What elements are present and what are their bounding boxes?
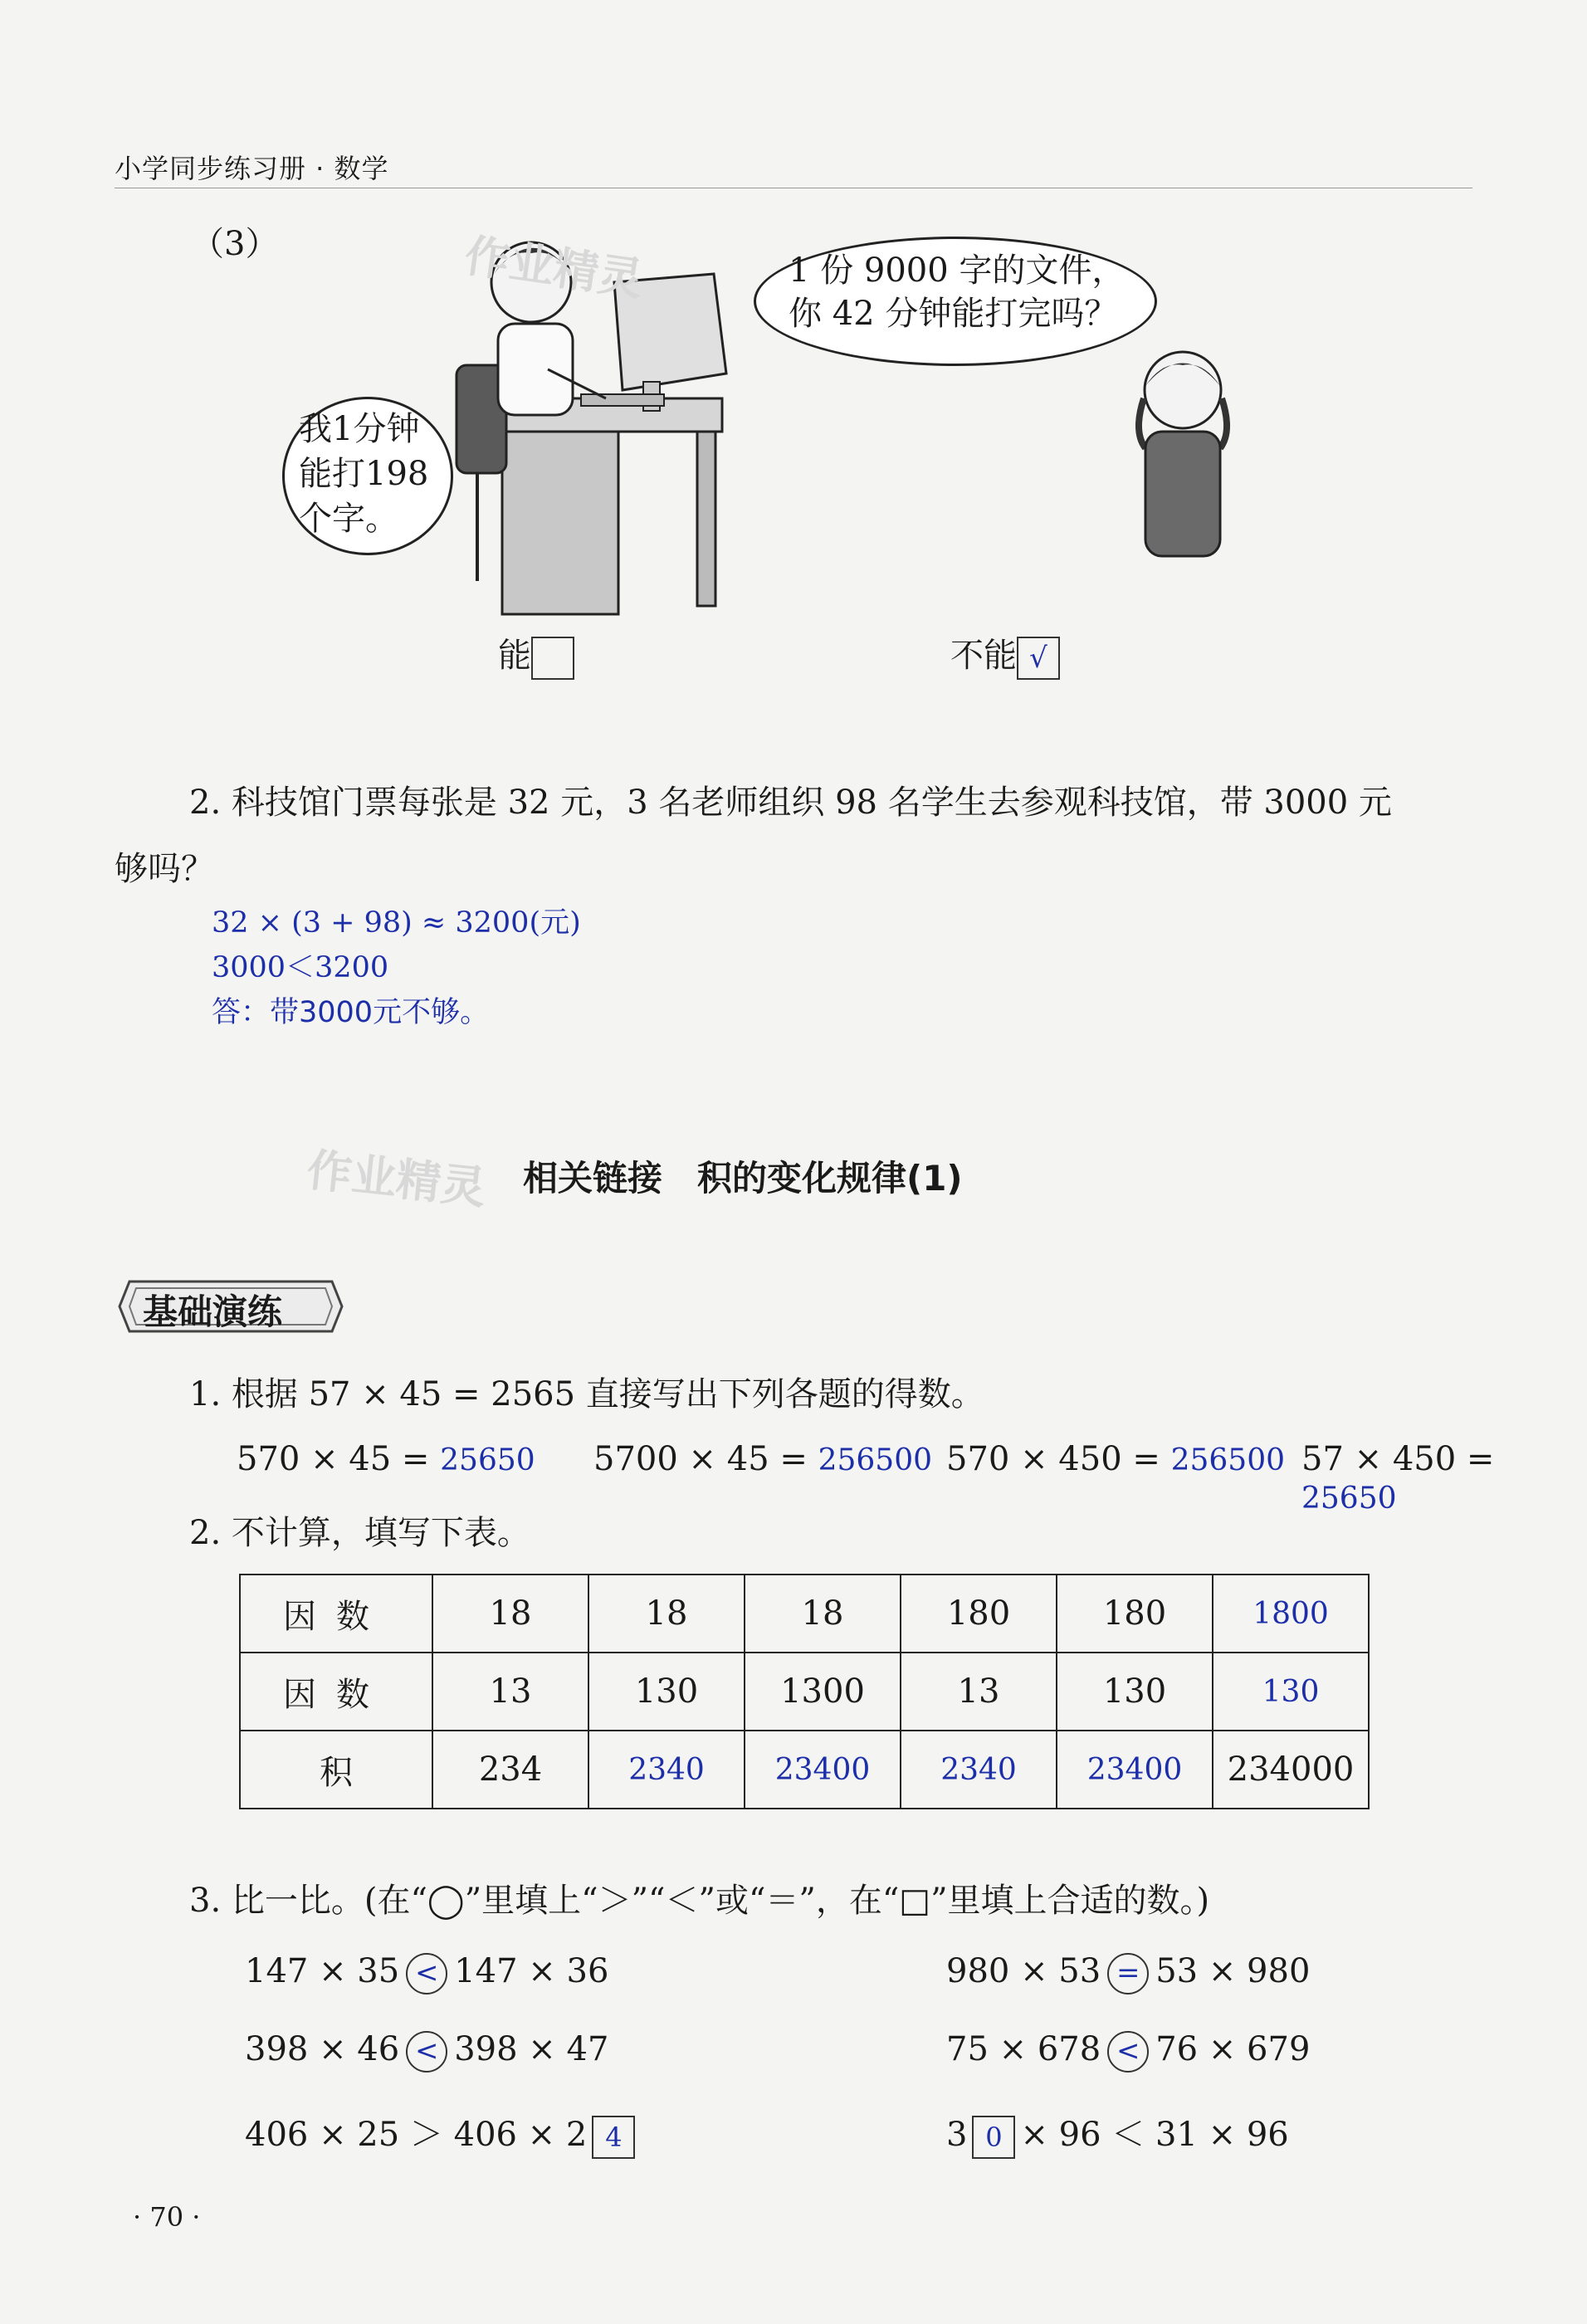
- table-row: [240, 1575, 1369, 1653]
- ex3-item-1-left: 147 × 35: [245, 1952, 400, 1990]
- option-no-label: 不能: [950, 637, 1017, 675]
- option-yes: [498, 629, 574, 680]
- compare-circle[interactable]: <: [406, 2031, 447, 2073]
- answer-cell[interactable]: 23400: [1057, 1731, 1213, 1809]
- cell: 130: [1057, 1653, 1213, 1731]
- ex1-item-1-expr: 570 × 45 =: [237, 1440, 430, 1478]
- answer-cell[interactable]: 130: [1213, 1653, 1369, 1731]
- ex3-item-4-left: 75 × 678: [946, 2030, 1101, 2068]
- boy-speech-line-3: 个字。: [299, 500, 398, 538]
- running-header: 小学同步练习册 · 数学: [115, 153, 389, 184]
- girl-speech-line-1: 1 份 9000 字的文件，: [789, 251, 1126, 290]
- section-badge-label: 基础演练: [143, 1291, 283, 1332]
- cell: 13: [432, 1653, 588, 1731]
- q3-label: （3）: [191, 225, 279, 263]
- ex3-item-3-right: 398 × 47: [454, 2030, 609, 2068]
- section-title: 相关链接 积的变化规律(1): [523, 1158, 963, 1199]
- cell: 13: [901, 1653, 1057, 1731]
- girl-speech-line-2: 你 42 分钟能打完吗？: [789, 295, 1118, 333]
- ex1-item-2-answer: 256500: [818, 1443, 933, 1477]
- cell: 18: [745, 1575, 901, 1653]
- page-number: · 70 ·: [133, 2201, 201, 2233]
- row-head: 因数: [240, 1575, 432, 1653]
- ex1-item-3: [946, 1440, 1285, 1478]
- option-yes-box[interactable]: [531, 637, 574, 680]
- table-row: [240, 1731, 1369, 1809]
- ex1-prompt: 1. 根据 57 × 45 = 2565 直接写出下列各题的得数。: [189, 1375, 984, 1413]
- answer-cell[interactable]: 2340: [901, 1731, 1057, 1809]
- option-yes-label: 能: [498, 637, 531, 675]
- ex2-prompt: 2. 不计算，填写下表。: [189, 1514, 530, 1552]
- ex3-item-6-right: × 96 ＜ 31 × 96: [1020, 2116, 1289, 2154]
- option-no: [950, 629, 1060, 680]
- row-head: 积: [240, 1731, 432, 1809]
- ex1-item-2: [593, 1440, 932, 1478]
- cell: 180: [1057, 1575, 1213, 1653]
- ex1-item-2-expr: 5700 × 45 =: [593, 1440, 808, 1478]
- answer-cell[interactable]: 1800: [1213, 1575, 1369, 1653]
- ex3-prompt: 3. 比一比。(在“◯”里填上“＞”“＜”或“＝”，在“□”里填上合适的数。): [189, 1882, 1210, 1920]
- fill-box[interactable]: 4: [592, 2116, 635, 2159]
- ex3-item-6: [946, 2108, 1289, 2159]
- answer-cell[interactable]: 23400: [745, 1731, 901, 1809]
- ex3-item-5: [245, 2108, 640, 2159]
- girl-illustration: [1121, 340, 1245, 564]
- ex3-item-1: [245, 1952, 608, 1994]
- boy-speech-text: [299, 407, 428, 541]
- ex3-item-2-left: 980 × 53: [946, 1952, 1101, 1990]
- watermark-2: 作业精灵: [304, 1143, 489, 1215]
- option-no-box[interactable]: √: [1017, 637, 1060, 680]
- girl-speech-text: [789, 249, 1125, 335]
- cell: 18: [432, 1575, 588, 1653]
- compare-circle[interactable]: =: [1107, 1953, 1149, 1994]
- row-head: 因数: [240, 1653, 432, 1731]
- q2-answer-line-2: 3000＜3200: [212, 951, 389, 984]
- q2-answer-line-1: 32 × (3 + 98) ≈ 3200(元): [212, 906, 581, 940]
- ex1-item-4: [1301, 1440, 1587, 1516]
- ex1-item-3-expr: 570 × 450 =: [946, 1440, 1160, 1478]
- q2-text-line1: 2. 科技馆门票每张是 32 元，3 名老师组织 98 名学生去参观科技馆，带 3000 元: [189, 784, 1392, 822]
- ex1-item-4-answer: 25650: [1301, 1482, 1397, 1516]
- cell: 234: [432, 1731, 588, 1809]
- watermark-1: 作业精灵: [461, 229, 647, 306]
- ex3-item-2-right: 53 × 980: [1155, 1952, 1311, 1990]
- ex3-item-6-left: 3: [946, 2116, 968, 2154]
- q2-answer: [212, 901, 581, 1035]
- boy-speech-line-2: 能打198: [299, 455, 429, 493]
- boy-speech-line-1: 我1分钟: [299, 410, 420, 448]
- ex3-item-5-left: 406 × 25 ＞ 406 × 2: [245, 2116, 588, 2154]
- factor-table: [239, 1574, 1370, 1809]
- ex1-item-1-answer: 25650: [440, 1443, 535, 1477]
- ex3-item-1-right: 147 × 36: [454, 1952, 609, 1990]
- cell: 180: [901, 1575, 1057, 1653]
- ex3-item-3-left: 398 × 46: [245, 2030, 400, 2068]
- ex3-item-3: [245, 2030, 608, 2073]
- ex3-item-4-right: 76 × 679: [1155, 2030, 1311, 2068]
- cell: 234000: [1213, 1731, 1369, 1809]
- table-row: [240, 1653, 1369, 1731]
- compare-circle[interactable]: <: [1107, 2031, 1149, 2073]
- ex1-item-1: [237, 1440, 535, 1478]
- answer-cell[interactable]: 2340: [588, 1731, 745, 1809]
- ex3-item-4: [946, 2030, 1310, 2073]
- fill-box[interactable]: 0: [972, 2116, 1015, 2159]
- ex1-item-4-expr: 57 × 450 =: [1301, 1440, 1495, 1478]
- compare-circle[interactable]: <: [406, 1953, 447, 1994]
- cell: 18: [588, 1575, 745, 1653]
- ex1-item-3-answer: 256500: [1170, 1443, 1286, 1477]
- q2-text-line2: 够吗？: [115, 850, 214, 888]
- cell: 1300: [745, 1653, 901, 1731]
- cell: 130: [588, 1653, 745, 1731]
- ex3-item-2: [946, 1952, 1310, 1994]
- q2-answer-line-3: 答：带3000元不够。: [212, 996, 490, 1029]
